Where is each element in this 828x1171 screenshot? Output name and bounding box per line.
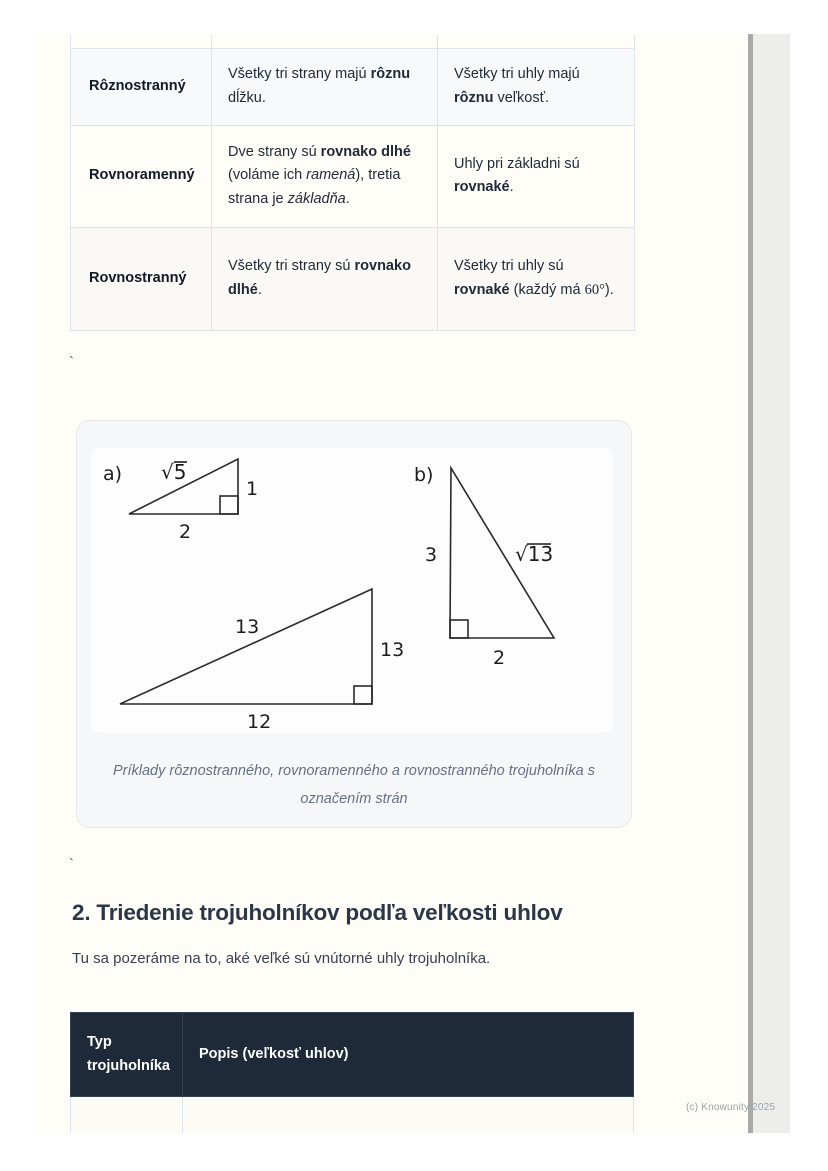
row-type: Rovnostranný	[71, 227, 212, 330]
document-page	[36, 34, 748, 1133]
triangle-c-hypotenuse-label: 13	[235, 616, 260, 638]
triangle-a-base-label: 2	[179, 521, 192, 543]
triangle-a-label: a)	[103, 463, 123, 485]
header-description: Popis (veľkosť uhlov)	[183, 1013, 634, 1097]
triangle-c-shape	[120, 589, 372, 704]
row-sides-desc: Všetky tri strany majú rôznu dĺžku.	[212, 48, 438, 125]
row-type: Rovnoramenný	[71, 125, 212, 227]
row-angles-desc: Všetky tri uhly sú rovnaké (každý má 60°).	[438, 227, 635, 330]
row-angles-desc: Uhly pri základni sú rovnaké.	[438, 125, 635, 227]
section-heading: 2. Triedenie trojuholníkov podľa veľkosti uhlov	[72, 900, 563, 925]
stray-backtick: `	[69, 354, 74, 371]
table-row-partial	[71, 1097, 634, 1134]
triangle-c-vertical-label: 13	[380, 639, 405, 661]
triangle-b-base-label: 2	[493, 647, 506, 669]
triangles-svg	[91, 448, 613, 733]
triangle-angles-table	[70, 1012, 634, 1133]
section-intro: Tu sa pozeráme na to, aké veľké sú vnútorné uhly trojuholníka.	[72, 950, 491, 967]
header-type: Typ trojuholníka	[71, 1013, 183, 1097]
triangle-a-vertical-label: 1	[246, 478, 259, 500]
triangle-examples-card	[76, 420, 632, 828]
right-angle-marker-b	[450, 620, 468, 638]
scrollbar-thumb[interactable]	[748, 34, 753, 1133]
table-row-partial	[71, 35, 635, 48]
right-gutter	[748, 34, 790, 1133]
triangle-a-hypotenuse-label: √5	[161, 460, 187, 484]
figure-caption: Príklady rôznostranného, rovnoramenného a rovnostranného trojuholníka s označením strán	[112, 763, 595, 808]
watermark: (c) Knowunity 2025	[686, 1102, 776, 1113]
row-angles-desc: Všetky tri uhly majú rôznu veľkosť.	[438, 48, 635, 125]
triangle-b-label: b)	[414, 464, 434, 486]
row-sides-desc: Dve strany sú rovnako dlhé (voláme ich ramená), tretia strana je základňa.	[212, 125, 438, 227]
table-header-row	[71, 1013, 634, 1097]
triangle-diagram	[91, 448, 613, 733]
row-sides-desc: Všetky tri strany sú rovnako dlhé.	[212, 227, 438, 330]
table-row	[71, 48, 635, 125]
row-type: Rôznostranný	[71, 48, 212, 125]
triangle-b-left-label: 3	[425, 544, 438, 566]
right-angle-marker-c	[354, 686, 372, 704]
triangle-sides-table	[70, 35, 635, 331]
right-angle-marker-a	[220, 496, 238, 514]
triangle-b-hypotenuse-label: √13	[515, 542, 554, 566]
stray-backtick: `	[69, 856, 74, 873]
table-row	[71, 227, 635, 330]
triangle-c-base-label: 12	[247, 711, 272, 733]
table-row	[71, 125, 635, 227]
